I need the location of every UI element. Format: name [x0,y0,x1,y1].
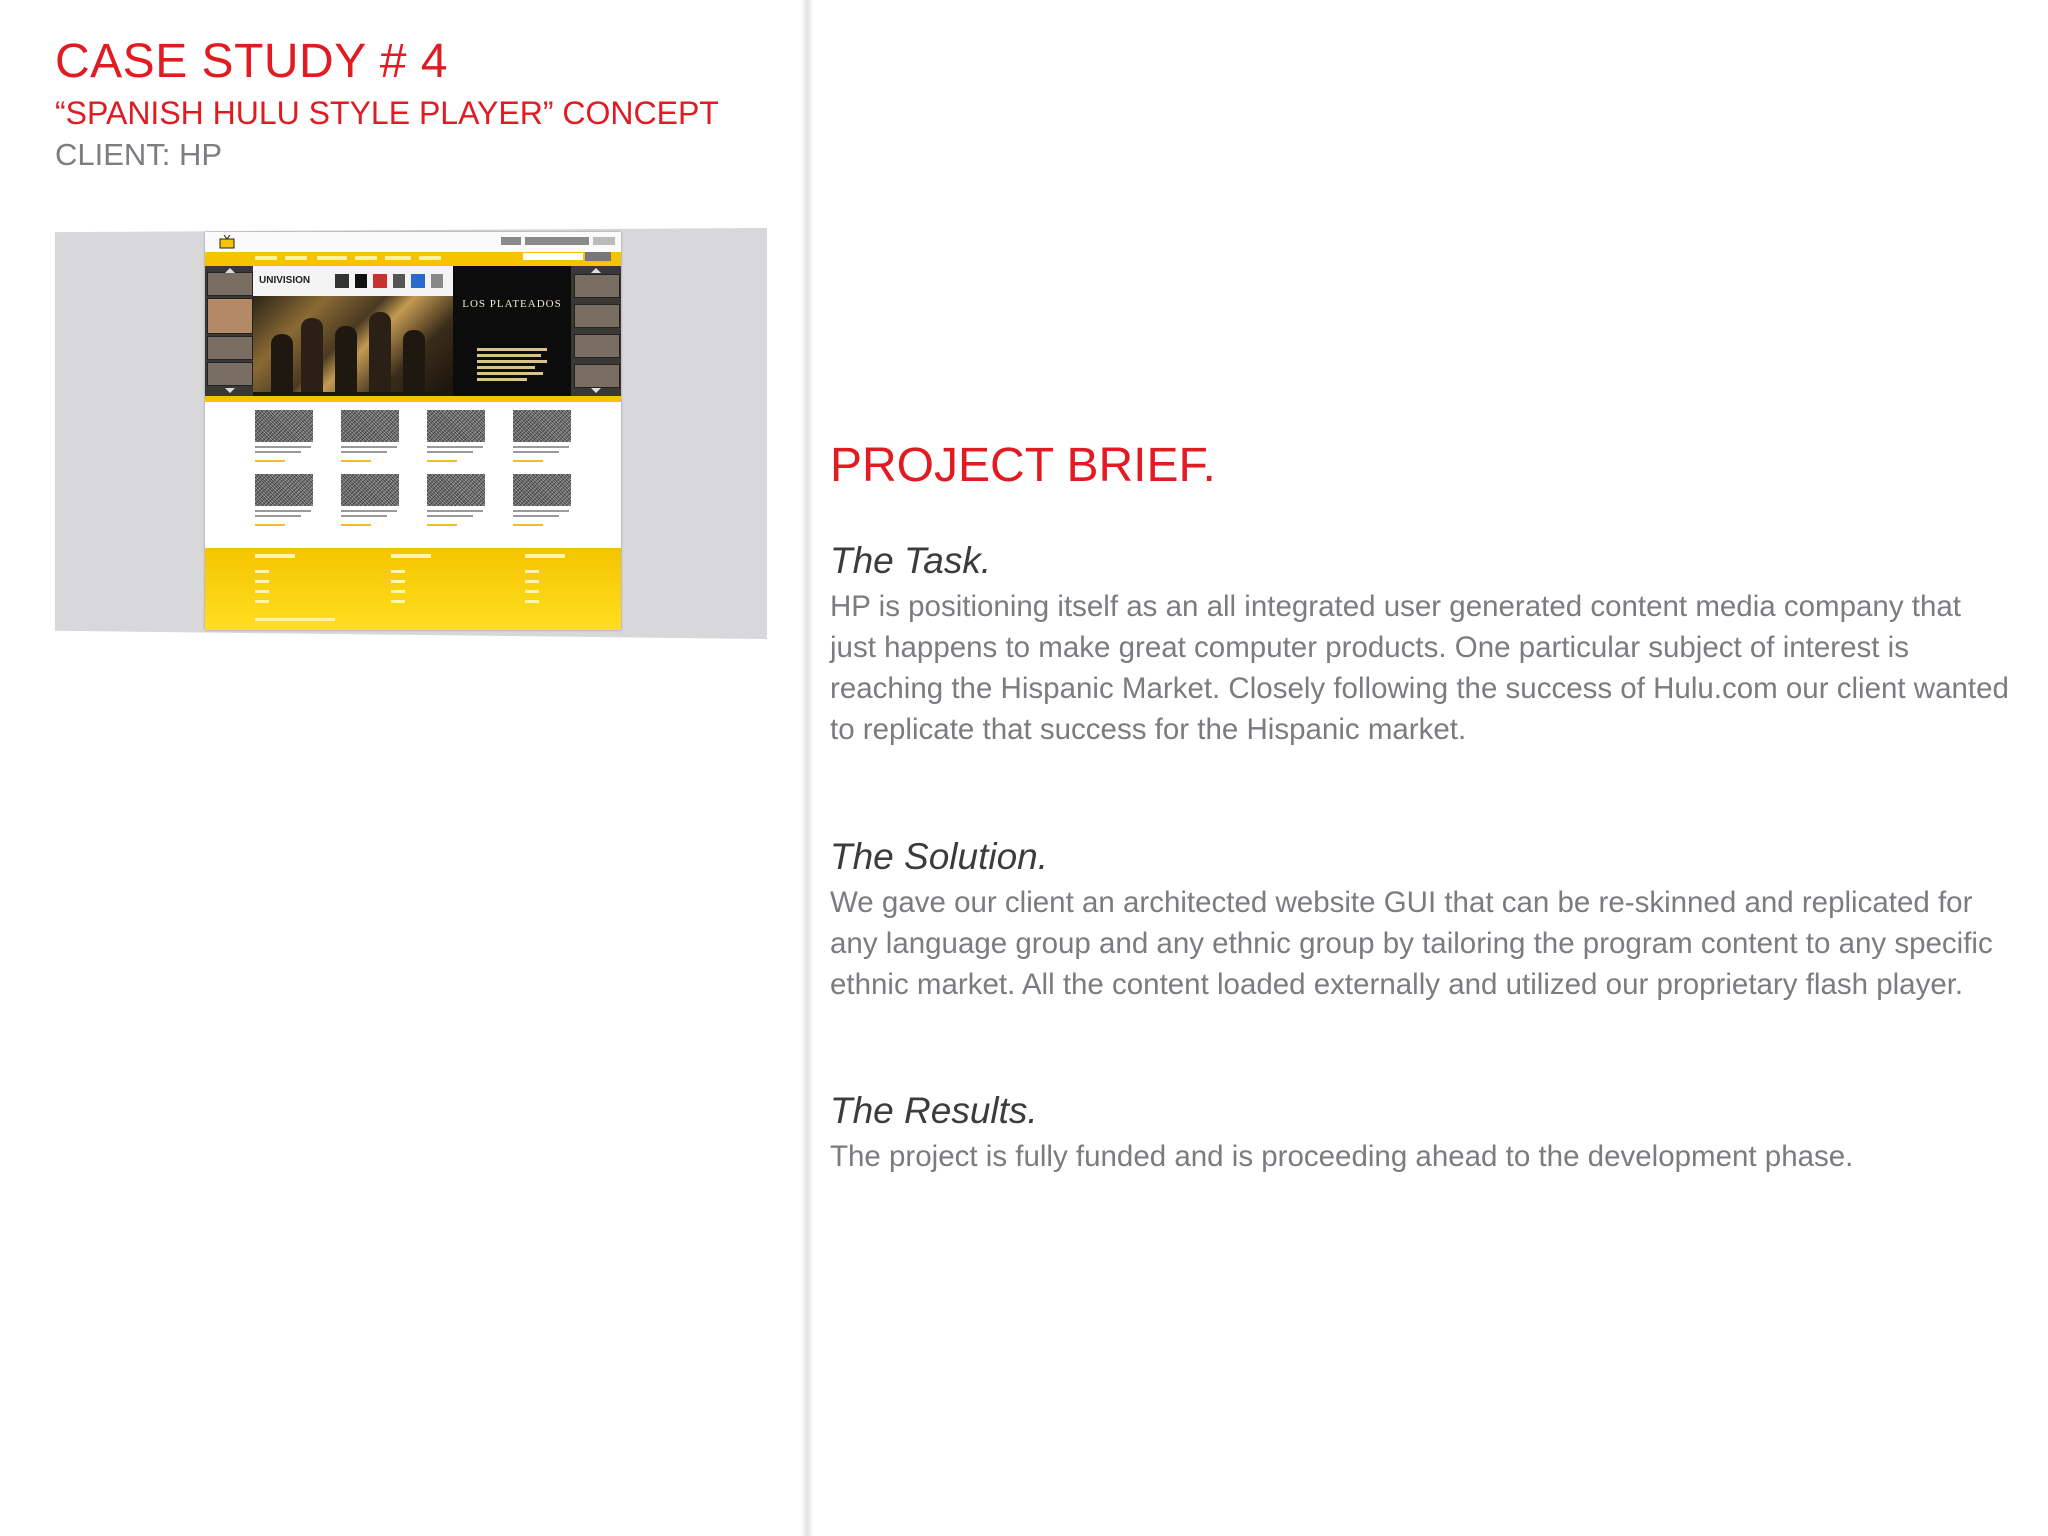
hero-figure [369,312,391,392]
mockup-nav-link [419,256,441,260]
client-label: CLIENT: HP [55,137,223,172]
mockup-footer-link [525,580,539,583]
mockup-footer-link [391,590,405,593]
show-title-logo: LOS PLATEADOS [462,298,562,310]
case-study-title: CASE STUDY # 4 [55,35,448,88]
mockup-footer-link [525,570,539,573]
mockup-video-thumbnail [255,410,313,442]
mockup-caption-line [427,515,473,517]
show-description-line [477,354,541,357]
mockup-hero-image [253,296,453,392]
mockup-video-thumbnail [513,474,571,506]
mockup-nav-link [385,256,411,260]
mockup-caption-line [513,446,569,448]
mockup-nav-link [355,256,377,260]
mockup-video-thumbnail [255,474,313,506]
mockup-caption-line [255,510,311,512]
univision-logo: UNIVISION [259,275,311,286]
results-title: The Results. [830,1090,1038,1131]
mockup-caption-line [513,515,559,517]
right-column [830,0,2010,1536]
mockup-caption-line [255,524,285,526]
mockup-register-button [525,237,589,245]
hero-figure [335,326,357,392]
mockup-thumbnail [207,362,253,386]
mockup-footer-link [255,570,269,573]
mockup-video-thumbnail [341,410,399,442]
mockup-caption-line [427,524,457,526]
mockup-footer-link [391,570,405,573]
task-body: HP is positioning itself as an all integrated user generated content media company that just happens to make great computer products. One particular subject of interest is reaching the Hispanic Market. Closely following the success of Hulu.com our client wanted to replicate that success for the Hispanic market. [830,590,2009,746]
mockup-thumbnail [207,272,253,296]
mockup-caption-line [341,460,371,462]
network-logo-icon [355,274,367,288]
mockup-caption-line [341,451,387,453]
show-description-line [477,372,543,375]
mockup-caption-line [427,451,473,453]
mockup-nav-link [255,256,277,260]
column-divider [800,0,814,1536]
mockup-footer-link [525,600,539,603]
mockup-thumbnail [574,274,620,298]
website-mockup-screenshot [205,232,621,630]
mockup-footer-copyright [255,618,335,621]
scroll-down-arrow-icon [591,388,601,393]
mockup-footer-heading [525,554,565,558]
mockup-search-button [585,252,611,261]
mockup-footer [205,548,621,630]
mockup-video-thumbnail [427,410,485,442]
mockup-hero [205,266,621,396]
network-logo-icon [431,274,443,288]
mockup-video-thumbnail [341,474,399,506]
mockup-footer-link [391,600,405,603]
mockup-footer-link [525,590,539,593]
mockup-caption-line [427,510,483,512]
results-body: The project is fully funded and is proceeding ahead to the development phase. [830,1140,1854,1173]
mockup-caption-line [341,446,397,448]
mockup-caption-line [513,524,543,526]
mockup-caption-line [341,524,371,526]
mockup-search-input [523,253,583,260]
mockup-footer-link [255,590,269,593]
mockup-network-logos [253,266,453,296]
hero-figure [403,330,425,392]
tv-logo-icon [219,235,235,249]
scroll-down-arrow-icon [225,388,235,393]
mockup-footer-heading [391,554,431,558]
show-description-line [477,348,547,351]
mockup-caption-line [255,515,301,517]
mockup-footer-link [391,580,405,583]
mockup-video-thumbnail [513,410,571,442]
scroll-up-arrow-icon [591,268,601,273]
mockup-left-thumb-strip [205,266,253,396]
network-logo-icon [373,274,387,288]
mockup-caption-line [255,460,285,462]
hero-figure [271,334,293,392]
mockup-right-thumb-strip [571,266,621,396]
mockup-video-grid [205,402,621,532]
show-description-line [477,366,535,369]
mockup-footer-link [255,600,269,603]
mockup-nav-link [317,256,347,260]
mockup-caption-line [513,451,559,453]
mockup-footer-link [255,580,269,583]
mockup-thumbnail [207,336,253,360]
network-logo-icon [393,274,405,288]
mockup-login-button [501,237,521,245]
mockup-caption-line [341,510,397,512]
task-title: The Task. [830,540,992,581]
mockup-caption-line [513,510,569,512]
mockup-thumbnail [574,364,620,388]
mockup-caption-line [427,460,457,462]
solution-body: We gave our client an architected website GUI that can be re-skinned and replicated for any language group and any ethnic group by tailoring the program content to any specific ethnic market. All the content loaded externally and utilized our proprietary flash player. [830,886,1993,1001]
case-study-subtitle: “SPANISH HULU STYLE PLAYER” CONCEPT [55,95,719,131]
mockup-topbar [205,232,621,252]
scroll-up-arrow-icon [225,268,235,273]
left-column [0,0,800,1536]
mockup-caption-line [255,446,311,448]
mockup-thumbnail [574,334,620,358]
mockup-show-panel [453,266,571,396]
network-logo-icon [411,274,425,288]
mockup-caption-line [427,446,483,448]
hero-figure [301,318,323,392]
show-description-line [477,360,547,363]
mockup-thumbnail [574,304,620,328]
solution-title: The Solution. [830,836,1049,877]
mockup-thumbnail [207,298,253,334]
mockup-video-thumbnail [427,474,485,506]
network-logo-icon [335,274,349,288]
mockup-caption-line [513,460,543,462]
mockup-lang-button [593,237,615,245]
project-brief-heading: PROJECT BRIEF. [830,439,1216,492]
mockup-footer-heading [255,554,295,558]
mockup-nav-link [285,256,307,260]
mockup-caption-line [255,451,301,453]
mockup-caption-line [341,515,387,517]
show-description-line [477,378,527,381]
